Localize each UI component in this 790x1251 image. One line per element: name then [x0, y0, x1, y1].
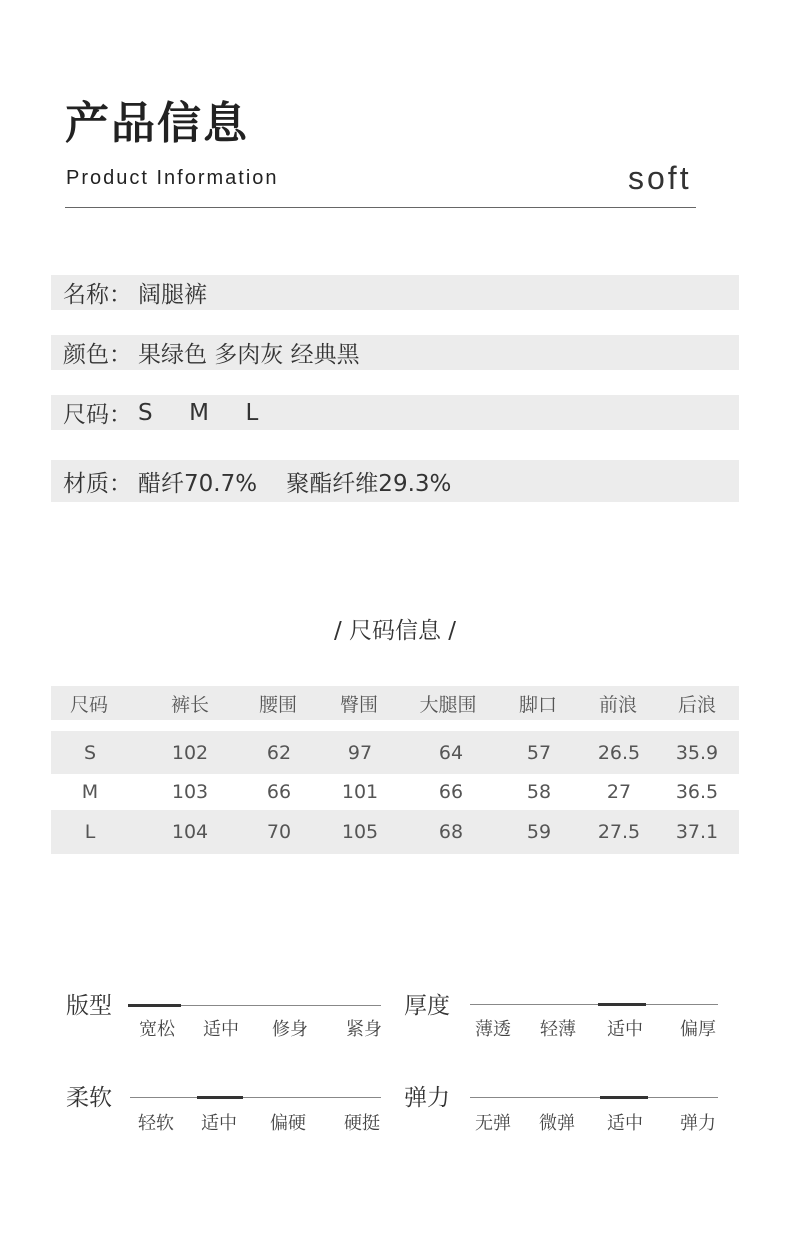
column-header: 尺码	[69, 693, 109, 716]
attr-scale-marker	[128, 1004, 181, 1007]
info-label: 尺码：	[63, 402, 132, 428]
info-label: 材质：	[63, 470, 132, 497]
attr-option: 偏硬	[270, 1113, 306, 1134]
info-value: 阔腿裤	[138, 282, 207, 308]
table-cell: 36.5	[675, 781, 719, 803]
attr-option: 轻软	[138, 1113, 174, 1134]
attr-option: 紧身	[346, 1019, 382, 1040]
table-cell: 57	[526, 741, 552, 764]
attr-option: 修身	[272, 1019, 308, 1040]
attr-option: 弹力	[680, 1113, 716, 1134]
info-row-size	[51, 395, 739, 430]
table-cell: 101	[341, 781, 379, 803]
attr-scale-marker	[600, 1096, 648, 1099]
table-header-row	[51, 686, 739, 720]
table-cell: 35.9	[675, 741, 719, 764]
table-cell: 59	[526, 821, 552, 843]
table-cell: 66	[266, 781, 292, 803]
attr-title-fit: 版型	[66, 993, 112, 1019]
attr-option: 硬挺	[344, 1113, 380, 1134]
attr-option: 适中	[201, 1113, 237, 1134]
attr-scale-track	[130, 1097, 381, 1098]
table-cell: 27.5	[597, 821, 641, 843]
table-row	[51, 774, 739, 810]
column-header: 前浪	[598, 693, 638, 716]
info-label: 名称：	[63, 282, 132, 308]
soft-tag: soft	[628, 160, 692, 196]
attr-scale-track	[470, 1097, 718, 1098]
table-cell: 102	[171, 741, 209, 764]
info-value: S M L	[138, 399, 259, 426]
column-header: 脚口	[518, 693, 558, 716]
table-cell: M	[81, 781, 99, 803]
table-cell: 105	[341, 821, 379, 843]
table-cell: L	[84, 821, 96, 843]
table-cell: 103	[171, 781, 209, 803]
info-value: 果绿色 多肉灰 经典黑	[138, 342, 360, 368]
info-row-color	[51, 335, 739, 370]
attr-option: 适中	[607, 1019, 643, 1040]
table-cell: 27	[606, 781, 632, 803]
header-divider	[65, 207, 696, 208]
table-cell: 66	[438, 781, 464, 803]
column-header: 大腿围	[419, 693, 477, 716]
column-header: 腰围	[258, 693, 298, 716]
column-header: 臀围	[339, 693, 379, 716]
attr-option: 适中	[607, 1113, 643, 1134]
info-label: 颜色：	[63, 342, 132, 368]
attr-title-elasticity: 弹力	[404, 1085, 450, 1111]
attr-title-softness: 柔软	[66, 1085, 112, 1111]
size-section-heading: / 尺码信息 /	[333, 618, 457, 644]
table-cell: 97	[347, 741, 373, 764]
page-title: 产品信息	[65, 98, 249, 149]
table-cell: 62	[266, 741, 292, 764]
attr-scale-marker	[197, 1096, 243, 1099]
table-cell: 37.1	[675, 821, 719, 843]
info-row-material	[51, 460, 739, 502]
info-value: 醋纤70.7% 聚酯纤维29.3%	[138, 470, 452, 497]
attr-option: 轻薄	[540, 1019, 576, 1040]
table-cell: 68	[438, 821, 464, 843]
column-header: 后浪	[677, 693, 717, 716]
table-cell: 26.5	[597, 741, 641, 764]
attr-option: 无弹	[475, 1113, 511, 1134]
attr-option: 薄透	[475, 1019, 511, 1040]
table-cell: S	[83, 741, 97, 764]
attr-title-thickness: 厚度	[404, 993, 450, 1019]
table-row	[51, 810, 739, 854]
table-cell: 104	[171, 821, 209, 843]
table-row	[51, 731, 739, 774]
attr-option: 微弹	[539, 1113, 575, 1134]
attr-option: 宽松	[139, 1019, 175, 1040]
attr-option: 偏厚	[680, 1019, 716, 1040]
table-cell: 58	[526, 781, 552, 803]
column-header: 裤长	[170, 693, 210, 716]
table-cell: 64	[438, 741, 464, 764]
page-subtitle: Product Information	[66, 167, 279, 189]
attr-option: 适中	[203, 1019, 239, 1040]
table-cell: 70	[266, 821, 292, 843]
info-row-name	[51, 275, 739, 310]
attr-scale-track	[470, 1004, 718, 1005]
attr-scale-marker	[598, 1003, 646, 1006]
